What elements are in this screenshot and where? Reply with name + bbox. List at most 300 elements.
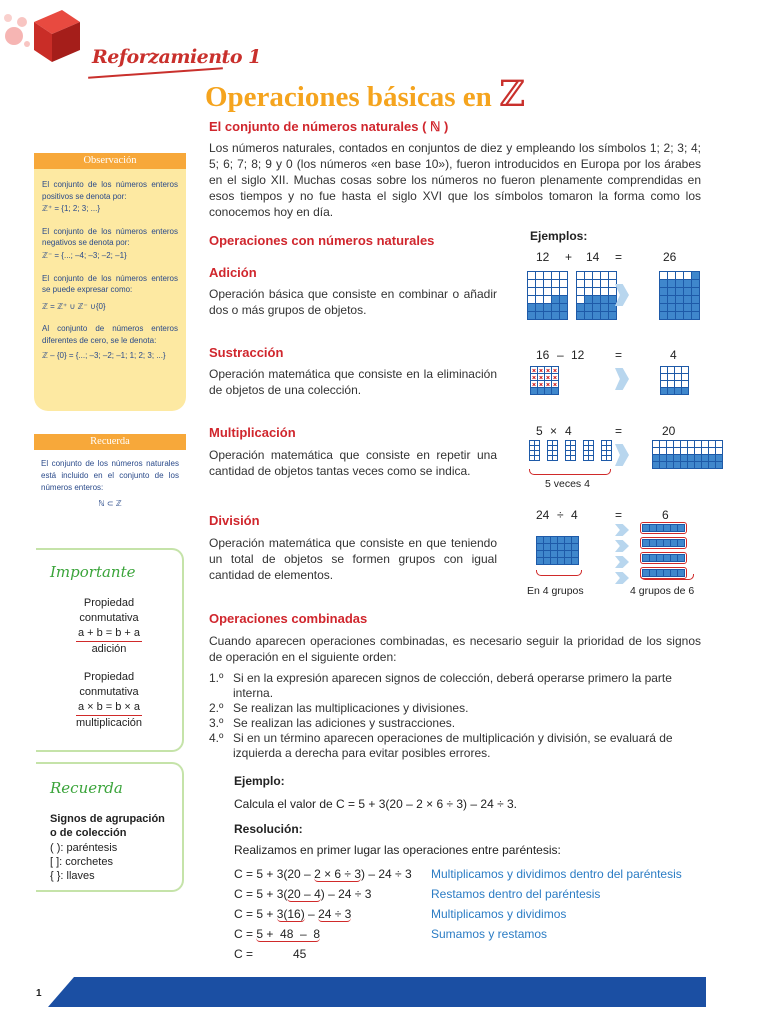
combinadas-heading: Operaciones combinadas (209, 611, 368, 626)
unit-cell (684, 272, 691, 279)
unit-cell (531, 388, 537, 394)
division-brace-left (536, 570, 582, 576)
unit-cell (695, 462, 701, 468)
group-of-6 (640, 522, 687, 534)
line3-mark-2: 24 ÷ 3 (318, 907, 352, 921)
unit-cell (577, 272, 584, 279)
unit-cell (544, 296, 551, 303)
unit-cell (593, 272, 600, 279)
obs-text-4: Al conjunto de números enteros diferentes de cero, se le denota: (42, 324, 178, 345)
unit-cell (558, 544, 564, 550)
unit-cell (676, 312, 683, 319)
unit-cell (653, 441, 659, 447)
line3-note: Multiplicamos y dividimos (431, 907, 567, 921)
step-4-num: 4.º (209, 731, 224, 745)
grouping-subtitle-2: o de colección (50, 827, 127, 840)
unit-cell (545, 388, 551, 394)
step-3 (209, 716, 701, 731)
unit-cell (538, 367, 544, 373)
unit-cell (528, 312, 535, 319)
unit-cell (537, 558, 543, 564)
unit-cell (668, 367, 674, 373)
division-caption-left: En 4 grupos (527, 585, 584, 597)
unit-cell (552, 304, 559, 311)
unit-cell (692, 272, 699, 279)
adicion-grid-result (659, 271, 700, 320)
division-brace-right (640, 574, 694, 580)
sustraccion-b: 12 (571, 348, 585, 362)
unit-cell (560, 304, 567, 311)
unit-cell (692, 304, 699, 311)
unit-cell (682, 388, 688, 394)
unit-cell (609, 272, 616, 279)
step-4-text: Si en un término aparecen operaciones de multiplicación y división, se evaluará de izquierda a derecha para evitar posibles errores. (233, 731, 673, 760)
adicion-b: 14 (586, 250, 600, 264)
unit-cell (660, 288, 667, 295)
division-b: 4 (571, 508, 578, 522)
multiplicacion-result: 20 (662, 424, 676, 438)
unit-cell (688, 448, 694, 454)
unit-cell (660, 448, 666, 454)
ejemplo-statement: Calcula el valor de C = 5 + 3(20 – 2 × 6 ÷ 3) – 24 ÷ 3. (234, 797, 518, 811)
section-tag: Reforzamiento 1 (92, 46, 261, 68)
unit-cell (560, 280, 567, 287)
step-2 (209, 701, 701, 716)
division-arrows (615, 524, 629, 584)
unit-cell (676, 296, 683, 303)
unit-cell (660, 280, 667, 287)
division-op: ÷ (557, 508, 564, 522)
unit-cell (661, 381, 667, 387)
unit-cell (643, 555, 649, 561)
unit-cell (536, 272, 543, 279)
unit-cell (692, 296, 699, 303)
unit-cell (674, 448, 680, 454)
line2-mark: 20 – 4 (287, 887, 321, 901)
unit-cell (675, 374, 681, 380)
unit-cell (684, 288, 691, 295)
unit-cell (709, 448, 715, 454)
unit-cell (657, 555, 663, 561)
unit-cell (682, 381, 688, 387)
property-multiplication (36, 670, 182, 730)
arrow-right-icon (615, 556, 629, 568)
multiplicacion-b: 4 (565, 424, 572, 438)
page-title (205, 74, 525, 115)
division-grid (536, 536, 579, 565)
unit-cell (650, 540, 656, 546)
unit-cell (538, 381, 544, 387)
unit-cell (528, 280, 535, 287)
adicion-eq: = (615, 250, 623, 264)
recuerda-box-1 (34, 434, 186, 510)
ejemplos-label: Ejemplos: (530, 229, 588, 243)
recuerda-text-1 (34, 450, 186, 510)
unit-cell (601, 304, 608, 311)
unit-cell (702, 448, 708, 454)
page-title-text: Operaciones básicas en (205, 81, 492, 113)
property-addition (36, 596, 182, 656)
unit-cell (560, 312, 567, 319)
step-1-text: Si en la expresión aparecen signos de colección, deberá operarse primero la parte interna. (233, 671, 672, 700)
unit-cell (661, 374, 667, 380)
unit-cell (531, 374, 537, 380)
unit-cell (536, 304, 543, 311)
multiplicacion-text: Operación matemática que consiste en repetir una cantidad de objetos tantas veces como se indica. (209, 448, 497, 478)
unit-cell (528, 288, 535, 295)
unit-cell (551, 551, 557, 557)
unit-cell (593, 288, 600, 295)
line4-pre: C = (234, 927, 257, 941)
obs-paragraph-3 (42, 273, 178, 313)
unit-cell (678, 555, 684, 561)
obs-paragraph-2 (42, 226, 178, 262)
unit-cell (668, 280, 675, 287)
multiplicacion-heading: Multiplicación (209, 425, 296, 440)
sustraccion-eq: = (615, 348, 623, 362)
unit-cell (695, 448, 701, 454)
unit-cell (660, 455, 666, 461)
unit-cell (671, 525, 677, 531)
unit-cell (675, 388, 681, 394)
prop2-line1: Propiedad (83, 671, 135, 683)
prop1-formula: a + b = b + a (76, 626, 142, 642)
adicion-a: 12 (536, 250, 550, 264)
unit-cell (585, 280, 592, 287)
unit-cell (552, 374, 558, 380)
unit-cell (661, 388, 667, 394)
unit-cell (601, 312, 608, 319)
resolution-line-4 (234, 927, 320, 941)
arrow-right-icon (615, 524, 629, 536)
line3-mark-1: 3(16) (276, 907, 305, 921)
unit-cell (538, 374, 544, 380)
prop2-formula: a × b = b × a (76, 700, 142, 716)
grouping-item-llaves: { }: llaves (50, 870, 95, 883)
unit-cell (667, 441, 673, 447)
unit-cell (565, 544, 571, 550)
line4-note: Sumamos y restamos (431, 927, 548, 941)
unit-cell (667, 448, 673, 454)
arrow-right-icon (615, 444, 629, 466)
unit-cell (688, 455, 694, 461)
unit-cell (684, 304, 691, 311)
unit-cell (536, 296, 543, 303)
recuerda-formula-1: ℕ ⊂ ℤ (98, 499, 122, 508)
unit-cell (660, 462, 666, 468)
prop1-name: adición (91, 642, 127, 655)
multiplicacion-columns (529, 440, 612, 461)
unit-cell (688, 462, 694, 468)
unit-cell (609, 296, 616, 303)
unit-cell (531, 381, 537, 387)
unit-cell (674, 455, 680, 461)
unit-cell (668, 288, 675, 295)
unit-cell (585, 288, 592, 295)
unit-cell (667, 462, 673, 468)
line1-pre: C = 5 + 3(20 – (234, 867, 315, 881)
obs-text-2: El conjunto de los números enteros negativos se denota por: (42, 226, 178, 248)
adicion-op: + (565, 250, 573, 264)
unit-cell (552, 381, 558, 387)
recuerda-box-2 (36, 762, 184, 892)
operaciones-heading: Operaciones con números naturales (209, 233, 435, 248)
unit-cell (657, 525, 663, 531)
unit-cell (684, 312, 691, 319)
tag-underline (88, 67, 223, 78)
unit-cell (536, 280, 543, 287)
division-caption-right: 4 grupos de 6 (630, 585, 695, 597)
unit-cell (593, 296, 600, 303)
unit-cell (537, 537, 543, 543)
arrow-right-icon (615, 540, 629, 552)
adicion-grid-a (527, 271, 568, 320)
unit-cell (695, 441, 701, 447)
unit-cell (609, 280, 616, 287)
unit-cell (544, 280, 551, 287)
division-text: Operación matemática que consiste en que teniendo un total de objetos se formen grupos con igual cantidad de elementos. (209, 536, 497, 582)
unit-cell (668, 312, 675, 319)
column-of-4 (529, 440, 540, 461)
unit-cell (545, 367, 551, 373)
unit-cell (684, 296, 691, 303)
unit-cell (601, 272, 608, 279)
unit-cell (552, 288, 559, 295)
unit-cell (528, 296, 535, 303)
unit-cell (536, 288, 543, 295)
arrow-right-icon (615, 572, 629, 584)
unit-cell (609, 288, 616, 295)
line4-mark: 5 + 48 – 8 (256, 927, 321, 941)
unit-cell (660, 296, 667, 303)
multiplicacion-a: 5 (536, 424, 543, 438)
division-groups (640, 522, 687, 579)
unit-cell (709, 441, 715, 447)
line1-post: ) – 24 ÷ 3 (361, 867, 412, 881)
column-of-4 (601, 440, 612, 461)
integers-symbol: ℤ (499, 74, 526, 115)
unit-cell (653, 462, 659, 468)
unit-cell (668, 304, 675, 311)
unit-cell (552, 272, 559, 279)
resolution-line-2 (234, 887, 371, 901)
combinadas-steps (209, 671, 701, 761)
unit-cell (678, 540, 684, 546)
unit-cell (577, 312, 584, 319)
column-of-4 (565, 440, 576, 461)
unit-cell (702, 441, 708, 447)
unit-cell (544, 551, 550, 557)
unit-cell (552, 296, 559, 303)
unit-cell (558, 558, 564, 564)
sustraccion-result: 4 (670, 348, 677, 362)
prop1-line1: Propiedad (83, 597, 135, 609)
multiplicacion-eq: = (615, 424, 623, 438)
unit-cell (577, 304, 584, 311)
line1-note: Multiplicamos y dividimos dentro del paréntesis (431, 867, 682, 881)
unit-cell (585, 296, 592, 303)
unit-cell (664, 540, 670, 546)
unit-cell (577, 280, 584, 287)
arrow-right-icon (615, 368, 629, 390)
importante-title: Importante (50, 563, 136, 581)
obs-paragraph-4 (42, 323, 178, 361)
naturales-heading: El conjunto de números naturales ( ℕ ) (209, 119, 449, 134)
unit-cell (565, 551, 571, 557)
obs-paragraph-1 (42, 179, 178, 215)
cube-logo-icon (0, 0, 92, 70)
unit-cell (536, 312, 543, 319)
unit-cell (585, 312, 592, 319)
multiplicacion-caption: 5 veces 4 (545, 478, 590, 490)
unit-cell (650, 555, 656, 561)
line2-post: ) – 24 ÷ 3 (320, 887, 372, 901)
sustraccion-a: 16 (536, 348, 550, 362)
unit-cell (560, 272, 567, 279)
importante-box (36, 548, 184, 752)
group-row (642, 554, 685, 562)
unit-cell (660, 312, 667, 319)
unit-cell (674, 462, 680, 468)
unit-cell (702, 455, 708, 461)
unit-cell (572, 537, 578, 543)
unit-cell (681, 448, 687, 454)
unit-cell (531, 367, 537, 373)
division-heading: División (209, 513, 260, 528)
line1-mark: 2 × 6 ÷ 3 (314, 867, 362, 881)
obs-text-1: El conjunto de los números enteros positivos se denota por: (42, 180, 178, 201)
adicion-result: 26 (663, 250, 677, 264)
observacion-content (34, 169, 186, 361)
unit-cell (577, 288, 584, 295)
division-eq: = (615, 508, 623, 522)
unit-cell (695, 455, 701, 461)
obs-formula-3: ℤ = ℤ⁺ ∪ ℤ⁻ ∪{0} (42, 301, 106, 311)
step-4 (209, 731, 701, 761)
group-of-6 (640, 552, 687, 564)
unit-cell (643, 540, 649, 546)
adicion-text: Operación básica que consiste en combinar o añadir dos o más grupos de objetos. (209, 287, 497, 317)
prop2-line2: conmutativa (79, 685, 139, 698)
group-of-6 (640, 537, 687, 549)
final-result: 45 (293, 947, 307, 961)
unit-cell (681, 462, 687, 468)
unit-cell (709, 462, 715, 468)
unit-cell (601, 280, 608, 287)
combinadas-intro: Cuando aparecen operaciones combinadas, es necesario seguir la prioridad de los signos de operación en el siguiente orden: (209, 634, 701, 664)
recuerda-title-2: Recuerda (50, 779, 123, 797)
observacion-box (34, 153, 186, 411)
unit-cell (660, 272, 667, 279)
unit-cell (601, 296, 608, 303)
unit-cell (551, 537, 557, 543)
unit-cell (716, 455, 722, 461)
unit-cell (709, 455, 715, 461)
grouping-item-parentesis: ( ): paréntesis (50, 841, 118, 854)
unit-cell (585, 272, 592, 279)
unit-cell (609, 304, 616, 311)
ejemplo-label: Ejemplo: (234, 774, 285, 788)
naturales-paragraph: Los números naturales, contados en conjuntos de diez y empleando los símbolos 1; 2; 3; 4; 5; 6; 7; 8; 9 y 0 (los números «en base 10»), fueron introducidos en Europa por los árabes en el siglo XII. Muchas cosas sobre los números no fueron plenamente comprendidas en esos tiempos y no fue hasta el siglo XVI que los símbolos tomaron la forma como los conocemos hoy en día. (209, 141, 701, 219)
unit-cell (537, 551, 543, 557)
unit-cell (572, 551, 578, 557)
prop2-name: multiplicación (75, 716, 143, 729)
unit-cell (545, 374, 551, 380)
recuerda-paragraph-1: El conjunto de los números naturales está incluido en el conjunto de los números enteros: (41, 459, 179, 492)
unit-cell (552, 312, 559, 319)
step-3-text: Se realizan las adiciones y sustracciones. (233, 716, 456, 730)
unit-cell (676, 304, 683, 311)
column-of-4 (547, 440, 558, 461)
unit-cell (593, 312, 600, 319)
group-row (642, 524, 685, 532)
unit-cell (675, 381, 681, 387)
multiplicacion-grid-result (652, 440, 723, 469)
unit-cell (667, 455, 673, 461)
unit-cell (682, 374, 688, 380)
unit-cell (558, 537, 564, 543)
resolucion-intro: Realizamos en primer lugar las operaciones entre paréntesis: (234, 843, 561, 857)
unit-cell (692, 288, 699, 295)
unit-cell (537, 544, 543, 550)
unit-cell (676, 288, 683, 295)
unit-cell (565, 537, 571, 543)
unit-cell (653, 455, 659, 461)
unit-cell (668, 381, 674, 387)
division-result: 6 (662, 508, 669, 522)
step-1 (209, 671, 701, 701)
resolution-line-5: C = (234, 947, 254, 961)
unit-cell (716, 441, 722, 447)
unit-cell (650, 525, 656, 531)
unit-cell (593, 304, 600, 311)
unit-cell (528, 272, 535, 279)
sustraccion-op: – (557, 348, 564, 362)
multiplicacion-op: × (550, 424, 558, 438)
unit-cell (551, 544, 557, 550)
unit-cell (572, 544, 578, 550)
unit-cell (643, 525, 649, 531)
unit-cell (668, 296, 675, 303)
unit-cell (593, 280, 600, 287)
unit-cell (674, 441, 680, 447)
unit-cell (657, 540, 663, 546)
arrow-right-icon (615, 284, 629, 306)
sustraccion-text: Operación matemática que consiste en la eliminación de objetos de una colección. (209, 367, 497, 397)
unit-cell (678, 525, 684, 531)
recuerda-title-1: Recuerda (34, 434, 186, 450)
unit-cell (664, 525, 670, 531)
obs-formula-4: ℤ – {0} = {...; –3; –2; –1; 1; 2; 3; ...} (42, 350, 166, 360)
unit-cell (676, 280, 683, 287)
resolution-line-3 (234, 907, 351, 921)
unit-cell (684, 280, 691, 287)
unit-cell (585, 304, 592, 311)
unit-cell (668, 272, 675, 279)
unit-cell (609, 312, 616, 319)
resolucion-label: Resolución: (234, 822, 303, 836)
unit-cell (577, 296, 584, 303)
group-row (642, 539, 685, 547)
grouping-signs (50, 812, 165, 883)
unit-cell (560, 288, 567, 295)
unit-cell (688, 441, 694, 447)
unit-cell (702, 462, 708, 468)
unit-cell (544, 312, 551, 319)
adicion-grid-b (576, 271, 617, 320)
step-1-num: 1.º (209, 671, 224, 685)
unit-cell (681, 455, 687, 461)
